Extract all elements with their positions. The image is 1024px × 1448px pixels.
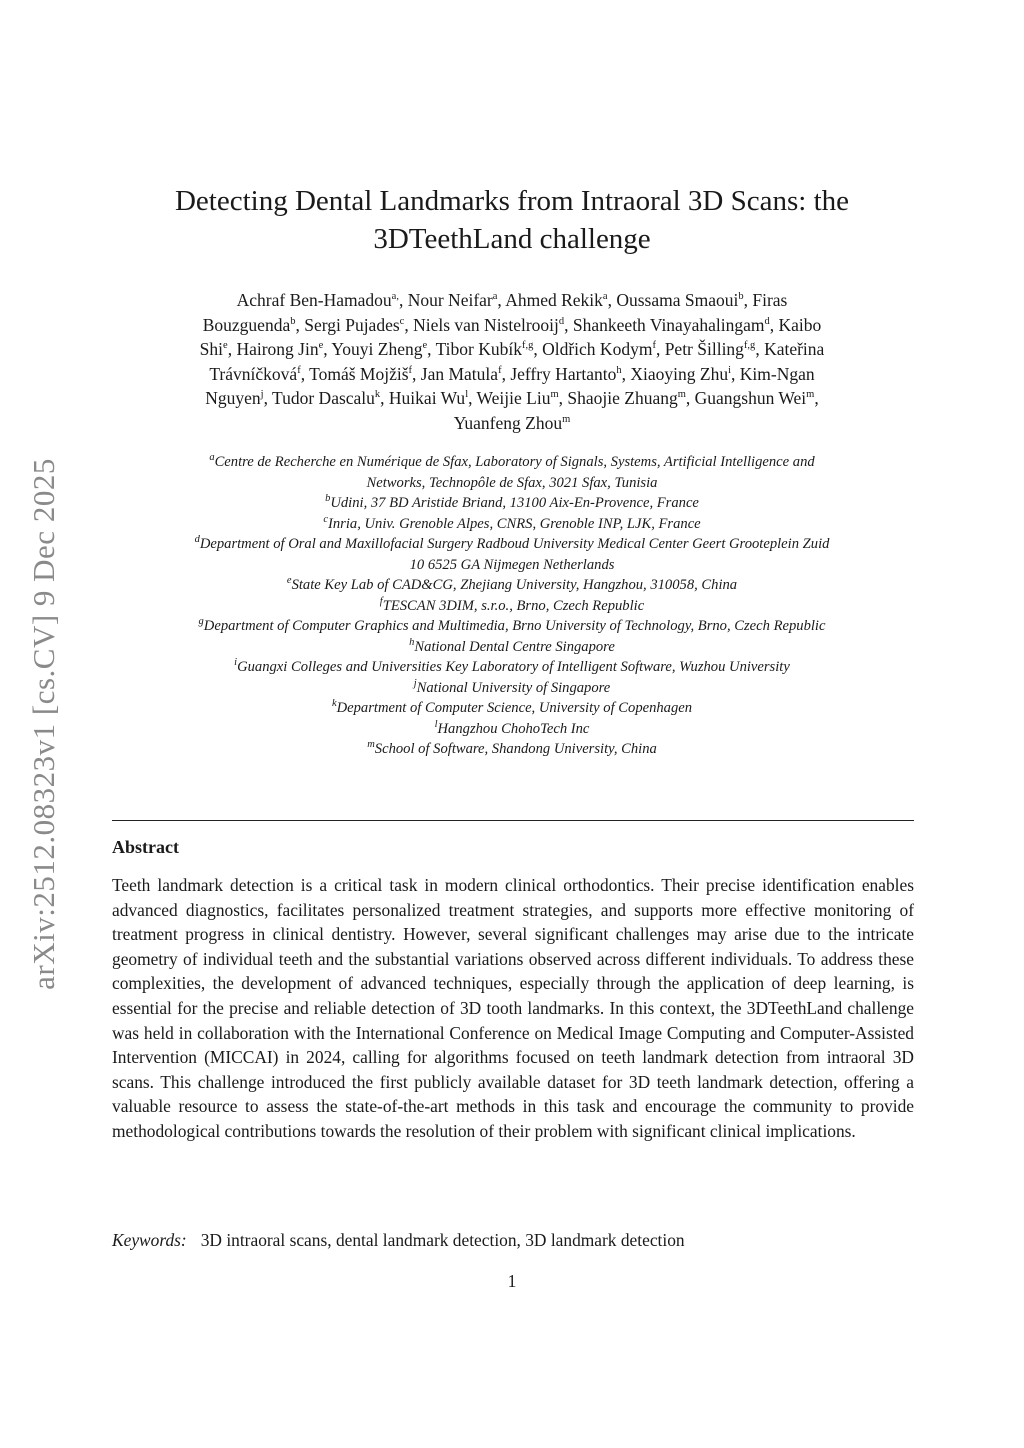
affiliation-text: Guangxi Colleges and Universities Key Laboratory of Intelligent Software, Wuzhou University	[237, 659, 790, 675]
author-text: , Jeffry Hartanto	[501, 363, 617, 384]
affiliation-text: Centre de Recherche en Numérique de Sfax, Laboratory of Signals, Systems, Artificial Intelligence and	[214, 454, 815, 470]
superscript-marker: e	[422, 340, 428, 352]
affiliation-text: State Key Lab of CAD&CG, Zhejiang University, Hangzhou, 310058, China	[291, 577, 738, 593]
author-text: Yuanfeng Zhou	[453, 412, 563, 433]
author-text: , Xiaoying Zhu	[621, 363, 729, 384]
abstract-text: Teeth landmark detection is a critical task in modern clinical orthodontics. Their precise identification enables advanced diagnostics, facilitates personalized treatment strategies, and supports more effective monitoring of treatment progress in clinical dentistry. However, several significant challenges may arise due to the intricate geometry of individual teeth and the substantial variations observed across different individuals. To address these complexities, the development of advanced techniques, especially through the application of deep learning, is essential for the precise and reliable detection of 3D tooth landmarks. In this context, the 3DTeethLand challenge was held in collaboration with the International Conference on Medical Image Computing and Computer-Assisted Intervention (MICCAI) in 2024, calling for algorithms focused on teeth landmark detection from intraoral 3D scans. This challenge introduced the first publicly available dataset for 3D teeth landmark detection, offering a valuable resource to assess the state-of-the-art methods in this task and encourage the community to provide methodological contributions towards the resolution of their problem with significant clinical implications.	[112, 875, 914, 1141]
superscript-marker: k	[374, 389, 381, 401]
author-text: , Kim-Ngan	[731, 363, 815, 384]
superscript-marker: f	[297, 364, 301, 376]
affiliation-text: School of Software, Shandong University, China	[374, 741, 657, 757]
superscript-marker: b	[325, 493, 331, 505]
author-text: , Shankeeth Vinayahalingam	[564, 314, 765, 335]
keywords	[112, 1230, 914, 1251]
superscript-marker: b	[290, 315, 296, 327]
affiliation-line	[100, 678, 924, 699]
affiliation-text: Hangzhou ChohoTech Inc	[437, 720, 590, 737]
affiliation-line	[100, 493, 924, 514]
author-line	[112, 337, 912, 362]
superscript-marker: a	[492, 291, 498, 303]
superscript-marker: f,g	[743, 340, 756, 352]
author-text: , Firas	[743, 290, 788, 310]
author-text: , Shaojie Zhuang	[558, 388, 678, 408]
affiliation-text: National Dental Centre Singapore	[414, 638, 615, 655]
author-text: Trávníčková	[209, 363, 298, 384]
affiliation-line	[100, 616, 924, 637]
abstract-heading: Abstract	[112, 837, 179, 857]
title-line: 3DTeethLand challenge	[373, 223, 651, 255]
superscript-marker: i	[234, 657, 238, 669]
author-text: Shi	[199, 339, 224, 359]
author-line	[112, 386, 912, 411]
author-text: , Kateřina	[755, 339, 825, 359]
superscript-marker: c	[323, 513, 329, 525]
affiliation-text: National University of Singapore	[416, 679, 611, 696]
superscript-marker: f	[379, 595, 383, 607]
author-text: , Huikai Wu	[380, 388, 466, 408]
superscript-marker: i	[728, 364, 732, 376]
keywords-text: 3D intraoral scans, dental landmark detection, 3D landmark detection	[200, 1230, 685, 1250]
superscript-marker: m	[677, 389, 686, 401]
paper-title	[112, 182, 912, 258]
superscript-marker: j	[260, 389, 264, 401]
author-text: , Tudor Dascalu	[263, 388, 375, 408]
superscript-marker: j	[413, 677, 417, 689]
author-text: , Guangshun Wei	[685, 388, 807, 408]
superscript-marker: m	[562, 413, 571, 425]
affiliation-line	[100, 514, 924, 535]
affiliation-line	[100, 534, 924, 555]
affiliation-line	[100, 452, 924, 473]
superscript-marker: l	[434, 718, 438, 730]
author-text: , Tomáš Mojžiš	[300, 363, 409, 384]
affiliation-text: Department of Oral and Maxillofacial Surgery Radboud University Medical Center Geert Grooteplein Zuid	[199, 536, 830, 552]
author-text: Achraf Ben-Hamadou	[236, 290, 392, 310]
title-line: Detecting Dental Landmarks from Intraoral 3D Scans: the	[174, 185, 850, 217]
affiliation-line	[100, 698, 924, 719]
affiliation-list	[100, 452, 924, 760]
affiliation-line	[100, 719, 924, 740]
affiliation-line	[100, 637, 924, 658]
superscript-marker: k	[331, 698, 337, 710]
author-text: , Kaibo	[769, 314, 822, 335]
superscript-marker: m	[367, 739, 375, 751]
superscript-marker: e	[223, 340, 228, 352]
affiliation-text: TESCAN 3DIM, s.r.o., Brno, Czech Republic	[382, 597, 645, 614]
author-list	[112, 288, 912, 435]
superscript-marker: f	[652, 340, 656, 352]
superscript-marker: f	[498, 364, 502, 376]
author-text: , Petr Šilling	[655, 339, 744, 359]
superscript-marker: m	[550, 389, 559, 401]
author-text: , Tibor Kubík	[427, 339, 522, 359]
superscript-marker: d	[558, 315, 565, 327]
superscript-marker: a,	[391, 291, 399, 303]
keywords-label: Keywords:	[112, 1230, 187, 1250]
author-line	[112, 313, 912, 338]
superscript-marker: e	[286, 575, 292, 587]
author-text: , Oldřich Kodym	[533, 339, 653, 359]
superscript-marker: b	[738, 291, 744, 303]
author-line	[112, 362, 912, 387]
superscript-marker: d	[764, 315, 770, 327]
affiliation-line	[100, 555, 924, 576]
superscript-marker: a	[209, 452, 215, 464]
superscript-marker: c	[399, 315, 405, 327]
affiliation-line	[100, 739, 924, 760]
author-text: , Nour Neifar	[398, 290, 493, 310]
author-text: Nguyen	[205, 388, 261, 408]
superscript-marker: g	[198, 616, 204, 628]
affiliation-line	[100, 657, 924, 678]
superscript-marker: l	[465, 389, 469, 401]
author-text: , Niels van Nistelrooij	[404, 314, 559, 335]
superscript-marker: d	[194, 534, 200, 546]
author-text: , Weijie Liu	[468, 388, 551, 408]
author-text: , Hairong Jin	[227, 339, 319, 359]
affiliation-line	[100, 575, 924, 596]
superscript-marker: f,g	[521, 340, 534, 352]
superscript-marker: h	[409, 636, 415, 648]
author-text: , Jan Matula	[412, 363, 499, 384]
author-text: Bouzguenda	[202, 314, 291, 335]
affiliation-line	[100, 473, 924, 494]
author-text: , Sergi Pujades	[295, 314, 400, 335]
affiliation-text: 10 6525 GA Nijmegen Netherlands	[409, 556, 615, 573]
affiliation-text: Udini, 37 BD Aristide Briand, 13100 Aix-En-Provence, France	[330, 495, 699, 511]
author-text: ,	[814, 388, 819, 408]
page-number: 1	[507, 1271, 517, 1291]
affiliation-text: Department of Computer Science, University of Copenhagen	[336, 700, 693, 716]
superscript-marker: a	[602, 291, 608, 303]
superscript-marker: f	[408, 364, 413, 376]
affiliation-text: Inria, Univ. Grenoble Alpes, CNRS, Grenoble INP, LJK, France	[328, 515, 701, 532]
superscript-marker: e	[318, 340, 324, 352]
author-text: , Youyi Zheng	[323, 339, 423, 359]
author-text: , Oussama Smaoui	[607, 290, 739, 310]
affiliation-line	[100, 596, 924, 617]
arxiv-identifier: arXiv:2512.08323v1 [cs.CV] 9 Dec 2025	[26, 458, 61, 990]
superscript-marker: m	[806, 389, 815, 401]
author-line	[112, 288, 912, 313]
superscript-marker: h	[616, 364, 622, 376]
author-text: , Ahmed Rekik	[497, 290, 603, 310]
affiliation-text: Networks, Technopôle de Sfax, 3021 Sfax, Tunisia	[366, 474, 658, 491]
author-line	[112, 411, 912, 436]
horizontal-rule	[112, 820, 914, 821]
affiliation-text: Department of Computer Graphics and Multimedia, Brno University of Technology, Brno, Czech Republic	[203, 618, 826, 634]
